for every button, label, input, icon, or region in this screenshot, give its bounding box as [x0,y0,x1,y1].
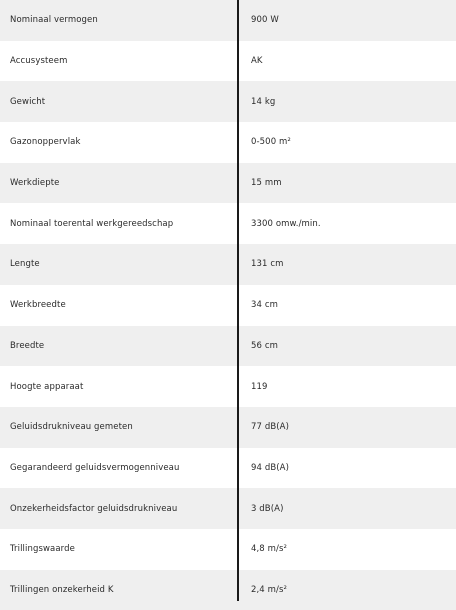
spec-value: 94 dB(A) [251,462,289,473]
spec-label: Gewicht [10,96,46,107]
spec-row-geluidsvermogenniveau [0,448,456,489]
spec-row-werkbreedte [0,285,456,326]
spec-value: 0-500 m² [251,137,291,148]
spec-value: 2,4 m/s² [251,584,287,595]
spec-row-trillingswaarde [0,529,456,570]
spec-label: Trillingen onzekerheid K [10,584,114,595]
spec-value: 77 dB(A) [251,422,289,433]
spec-value: 3 dB(A) [251,503,284,514]
spec-label: Nominaal toerental werkgereedschap [10,218,174,229]
spec-value: 119 [251,381,268,392]
spec-row-nominaal-toerental [0,203,456,244]
spec-row-onzekerheidsfactor [0,488,456,529]
spec-label: Werkdiepte [10,178,60,189]
spec-value: 131 cm [251,259,284,270]
spec-value: 3300 omw./min. [251,218,321,229]
spec-label: Accusysteem [10,56,68,67]
spec-label: Werkbreedte [10,300,66,311]
spec-label: Trillingswaarde [10,544,75,555]
spec-label: Breedte [10,340,45,351]
spec-label: Hoogte apparaat [10,381,84,392]
spec-value: 4,8 m/s² [251,544,287,555]
spec-row-hoogte-apparaat [0,366,456,407]
spec-label: Lengte [10,259,40,270]
spec-value: 56 cm [251,340,278,351]
spec-row-nominaal-vermogen [0,0,456,41]
spec-value: 14 kg [251,96,276,107]
spec-label: Nominaal vermogen [10,15,98,26]
spec-value: 900 W [251,15,279,26]
spec-row-gazonoppervlak [0,122,456,163]
spec-row-trillingen-onzekerheid [0,570,456,610]
spec-row-geluidsdrukniveau [0,407,456,448]
spec-row-gewicht [0,81,456,122]
spec-label: Gazonoppervlak [10,137,81,148]
spec-row-breedte [0,326,456,367]
spec-label: Onzekerheidsfactor geluidsdrukniveau [10,503,178,514]
spec-label: Geluidsdrukniveau gemeten [10,422,133,433]
spec-row-werkdiepte [0,163,456,204]
spec-row-accusysteem [0,41,456,82]
spec-label: Gegarandeerd geluidsvermogenniveau [10,462,180,473]
column-divider [237,0,239,601]
spec-row-lengte [0,244,456,285]
spec-value: AK [251,56,263,67]
spec-value: 15 mm [251,178,282,189]
spec-value: 34 cm [251,300,278,311]
